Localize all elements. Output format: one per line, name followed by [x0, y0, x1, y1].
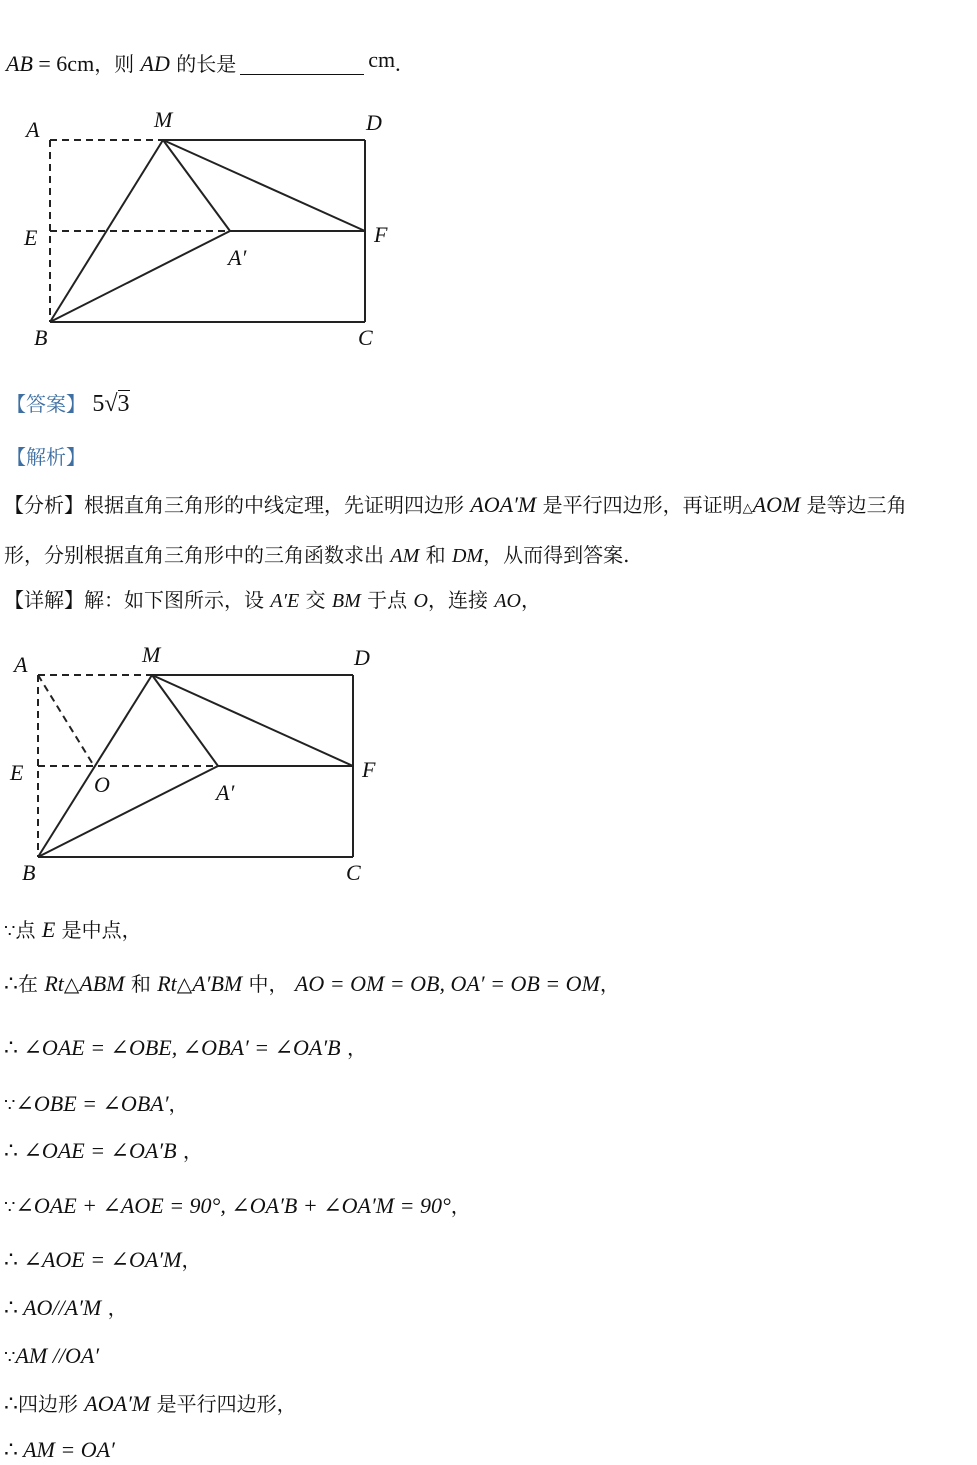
label-a-prime: A′ — [216, 780, 235, 805]
xiangjie-line — [4, 586, 541, 615]
step-text: ， — [168, 1092, 189, 1116]
fenxi-text-4: 形，分别根据直角三角形中的三角函数求出 — [4, 543, 391, 567]
proof-step — [4, 1034, 367, 1063]
step-math: Rt — [44, 971, 64, 996]
xiangjie-math-4: AO — [494, 590, 521, 612]
step-math: ∠OBE = ∠OBA′ — [15, 1091, 169, 1116]
proof-step — [4, 1436, 115, 1465]
unit-cm: cm — [368, 47, 396, 72]
fenxi-math-3: AM — [390, 545, 420, 567]
step-math: A′BM — [192, 971, 243, 996]
because-symbol: ∵ — [4, 1347, 16, 1368]
step-math: E — [41, 917, 56, 942]
therefore-symbol: ∴ — [4, 1139, 18, 1164]
label-b: B — [22, 860, 36, 885]
proof-step — [4, 1090, 189, 1120]
because-symbol: ∵ — [4, 1197, 16, 1218]
fenxi-math-1: AOA′M — [470, 492, 537, 517]
step-text: △ — [176, 972, 193, 996]
label-a-prime: A′ — [228, 245, 247, 270]
figure-2 — [4, 640, 404, 890]
step-math: AM = OA′ — [18, 1437, 115, 1462]
step-math: ∠OAE = ∠OA′B — [18, 1138, 177, 1163]
sqrt-icon: √ — [104, 391, 118, 417]
question-text-2: 的长是 — [169, 52, 237, 76]
proof-step — [4, 1246, 201, 1275]
step-text: 四边形 — [18, 1392, 85, 1416]
step-text: ， — [181, 1248, 202, 1272]
label-c: C — [346, 860, 361, 885]
label-b: B — [34, 325, 48, 350]
xiangjie-text-2: 交 — [299, 588, 332, 612]
answer-blank — [240, 52, 364, 75]
label-e: E — [10, 760, 24, 785]
step-math: Rt — [157, 971, 177, 996]
xiangjie-tag: 【详解】 — [4, 588, 84, 612]
xiangjie-text-5: ， — [520, 588, 541, 612]
therefore-symbol: ∴ — [4, 1438, 18, 1463]
therefore-symbol: ∴ — [4, 1392, 18, 1417]
step-math: ∠AOE = ∠OA′M — [18, 1247, 182, 1272]
therefore-symbol: ∴ — [4, 1296, 18, 1321]
segment-ab: AB — [6, 51, 33, 76]
fenxi-text-2: 是平行四边形，再证明 — [536, 493, 743, 517]
fenxi-text-3: 是等边三角 — [800, 493, 907, 517]
fenxi-text-1: 根据直角三角形的中线定理，先证明四边形 — [84, 493, 471, 517]
step-text: △ — [63, 972, 80, 996]
proof-step — [4, 916, 142, 946]
therefore-symbol: ∴ — [4, 1036, 18, 1061]
question-line — [6, 47, 401, 78]
xiangjie-math-1: A′E — [270, 590, 300, 612]
label-d: D — [366, 110, 382, 135]
label-e: E — [24, 225, 38, 250]
label-f: F — [374, 222, 388, 247]
therefore-symbol: ∴ — [4, 1248, 18, 1273]
fenxi-math-2: AOM — [752, 492, 801, 517]
step-math: AOA′M — [84, 1391, 151, 1416]
proof-step — [4, 1294, 128, 1323]
step-math: AO//A′M — [18, 1295, 102, 1320]
proof-step — [4, 1137, 203, 1166]
answer-coef: 5 — [92, 391, 105, 417]
step-text: ， — [340, 1036, 367, 1060]
step-text: 点 — [15, 918, 42, 942]
fenxi-math-4: DM — [451, 545, 484, 567]
proof-step — [4, 970, 620, 999]
label-m: M — [142, 642, 161, 667]
answer-tag: 【答案】 — [6, 392, 86, 416]
because-symbol: ∵ — [4, 1095, 16, 1116]
step-math: ∠OAE + ∠AOE = 90°, ∠OA′B + ∠OA′M = 90° — [15, 1193, 451, 1218]
label-m: M — [154, 107, 173, 132]
question-period: . — [395, 51, 401, 76]
step-text: ， — [450, 1194, 471, 1218]
label-d: D — [354, 645, 370, 670]
step-text: ， — [599, 972, 620, 996]
step-text: ， — [176, 1139, 203, 1163]
fenxi-text-5: 和 — [419, 543, 452, 567]
triangle-icon: △ — [742, 501, 753, 516]
label-f: F — [362, 757, 376, 782]
analysis-tag: 【解析】 — [6, 445, 86, 469]
xiangjie-text-3: 于点 — [360, 588, 414, 612]
proof-step — [4, 1342, 99, 1372]
step-text: 和 — [124, 972, 158, 996]
xiangjie-text-4: ，连接 — [427, 588, 495, 612]
xiangjie-math-2: BM — [331, 590, 361, 612]
fenxi-text-6: ，从而得到答案. — [483, 543, 630, 567]
step-math: AO = OM = OB, OA′ = OB = OM — [294, 971, 600, 996]
therefore-symbol: ∴ — [4, 972, 18, 997]
step-text: 是中点， — [55, 918, 142, 942]
step-math: AM //OA′ — [15, 1343, 100, 1368]
step-math: ∠OAE = ∠OBE, ∠OBA′ = ∠OA′B — [18, 1035, 341, 1060]
label-c: C — [358, 325, 373, 350]
xiangjie-text-1: 解：如下图所示，设 — [84, 588, 271, 612]
segment-ad: AD — [140, 51, 170, 76]
label-a: A — [26, 117, 40, 142]
xiangjie-math-3: O — [413, 590, 428, 612]
because-symbol: ∵ — [4, 921, 16, 942]
proof-step — [4, 1390, 297, 1419]
proof-step — [4, 1192, 471, 1222]
label-a: A — [14, 652, 28, 677]
fenxi-paragraph — [4, 482, 972, 579]
step-math: ABM — [79, 971, 125, 996]
step-text: 中， — [242, 972, 295, 996]
answer-line — [6, 390, 130, 418]
ab-value: = 6cm — [32, 51, 95, 76]
question-text: ，则 — [94, 52, 141, 76]
step-text: ， — [101, 1296, 128, 1320]
step-text: 在 — [18, 972, 45, 996]
figure-1 — [18, 105, 418, 355]
answer-radicand: 3 — [117, 391, 130, 417]
fenxi-tag: 【分析】 — [4, 493, 84, 517]
step-text: 是平行四边形， — [150, 1392, 297, 1416]
label-o: O — [94, 772, 110, 797]
